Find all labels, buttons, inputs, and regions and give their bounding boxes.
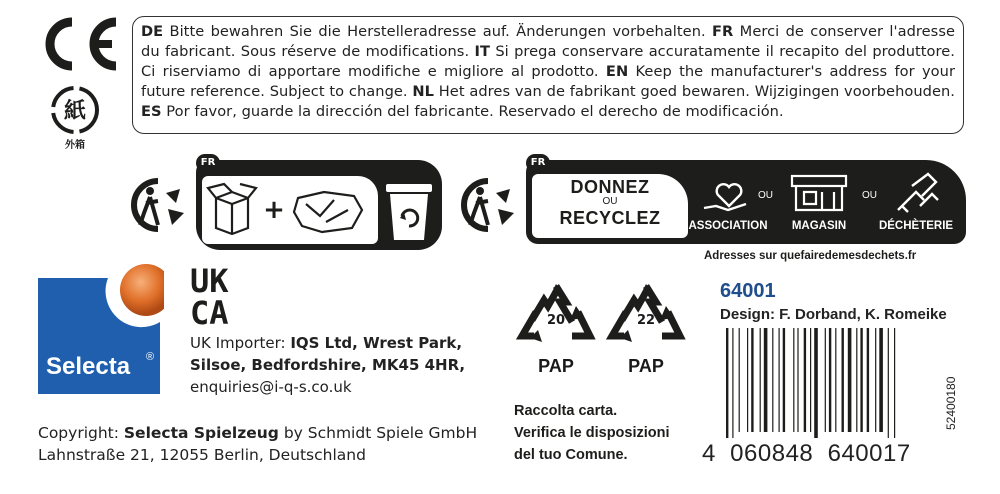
lang-it: IT [474,43,490,60]
barcode-bar [875,328,876,432]
recycle-bin-icon [384,182,434,244]
manufacturer-notice: DE Bitte bewahren Sie die Herstelleradresse auf. Änderungen vorbehalten. FR Merci de conserver l'adresse du fabricant. Sous réserve de modifications. IT Si prega conservare accuratamente il recapito del produttore. Ci riserviamo di apportare modifiche e migliore al prodotto. EN Keep the manufacturer's address for your future reference. Subject to change. NL Het adres van de fabrikant goed bewaren. Wijzigingen voorbehouden. ES Por favor, guarde la dirección del fabricante. Reservado el derecho de modificación. [132,16,964,134]
pap-label: PAP [538,356,574,376]
barcode-bar [793,328,794,432]
barcode-bar [747,328,748,432]
donnez-label: DONNEZ [570,177,650,197]
barcode-bar [867,328,869,432]
barcode-bar [810,328,811,432]
uk-importer: UK Importer: IQS Ltd, Wrest Park, Silsoe, Bedfordshire, MK45 4HR, enquiries@i-q-s.co.uk [190,334,466,396]
ukca-line2: CA [190,294,229,328]
ou-label-3: OU [862,190,877,201]
barcode [724,328,938,438]
shop-icon [788,172,850,214]
lang-en: EN [605,63,629,80]
barcode-bar [797,328,798,432]
copyright-address: Lahnstraße 21, 12055 Berlin, Deutschland [38,446,366,464]
recyclez-label: RECYCLEZ [559,208,661,228]
barcode-bar [764,328,768,432]
barcode-bar [829,328,831,432]
barcode-bar [779,328,780,432]
lang-fr: FR [712,23,734,40]
plus-sign: + [263,195,285,225]
barcode-bar [835,328,836,432]
designer-credit: Design: F. Dorband, K. Romeike [720,306,947,323]
ean-number: 4 060848 640017 [702,440,911,467]
barcode-bar [751,328,753,432]
barcode-bar [856,328,857,432]
triman-icon [128,175,192,235]
barcode-bar [814,328,818,438]
magasin-label: MAGASIN [791,220,847,232]
decheterie-icon [892,170,942,216]
carton-symbol: 紙 [63,99,87,124]
adresses-link: Adresses sur quefairedemesdechets.fr [704,250,917,262]
barcode-bar [888,328,889,438]
barcode-bar [860,328,862,432]
pap-number: 20 [546,313,566,328]
barcode-bar [739,328,740,432]
ukca-mark [190,262,250,328]
fr-tag: FR [196,154,220,172]
fr-tag-2: FR [526,154,550,172]
association-heart-icon [700,176,758,216]
pap-number: 22 [636,313,656,328]
association-label: ASSOCIATION [688,220,768,232]
brand-name: Selecta [46,353,131,380]
selecta-logo [38,262,164,394]
carton-caption: 外箱 [65,140,85,151]
barcode-bar [879,328,883,432]
lang-nl: NL [412,83,434,100]
sorting-panel [196,157,442,250]
donnez-recyclez-panel [526,157,966,244]
ou-label: OU [602,196,618,207]
ce-mark [36,14,122,74]
barcode-bar [848,328,852,432]
decheterie-label: DÉCHÈTERIE [878,220,954,232]
product-number: 64001 [720,280,776,302]
lang-es: ES [141,103,162,120]
barcode-bar [894,328,895,438]
lang-de: DE [141,23,164,40]
ukca-line1: UK [190,262,229,300]
barcode-bar [726,328,728,438]
pap-symbol [514,280,598,380]
registered-mark: ® [146,351,155,363]
side-code: 52400180 [944,376,958,430]
importer-email: enquiries@i-q-s.co.uk [190,378,352,396]
barcode-bar [732,328,733,438]
raccolta-text: Raccolta carta. Verifica le disposizioni del tuo Comune. [514,403,670,463]
pap-symbol-2 [604,280,688,380]
copyright: Copyright: Selecta Spielzeug by Schmidt Spiele GmbH Lahnstraße 21, 12055 Berlin, Deutschland [38,424,478,464]
triman-icon-2 [458,175,522,235]
ou-label-2: OU [758,190,773,201]
barcode-bar [825,328,826,432]
barcode-bar [783,328,785,432]
barcode-bar [760,328,761,432]
barcode-bar [804,328,806,432]
barcode-bar [772,328,773,432]
barcode-bar [842,328,844,432]
box-paper-icon [202,176,378,244]
pap-label: PAP [628,356,664,376]
